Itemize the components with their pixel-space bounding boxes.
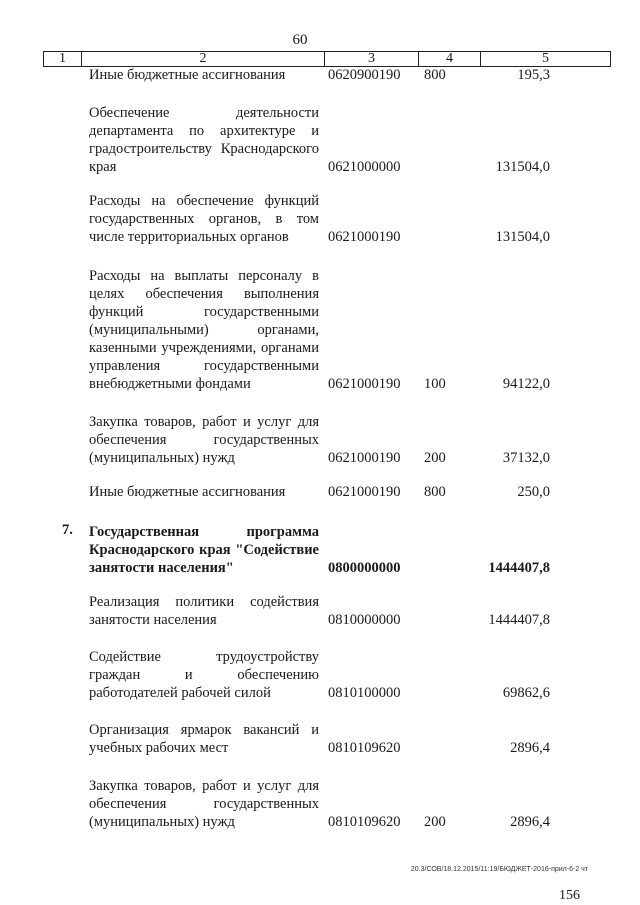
row-amount: 131504,0 (495, 159, 550, 175)
header-col-5: 5 (542, 51, 549, 66)
row-name: Государственная программа Краснодарского края "Содействие занятости населения" (89, 524, 319, 576)
row-amount: 131504,0 (495, 229, 550, 245)
row-name: Содействие трудоустройству граждан и обеспечению работодателей рабочей силой (89, 649, 319, 701)
row-amount: 37132,0 (502, 450, 550, 466)
row-amount: 1444407,8 (488, 612, 550, 628)
row-name: Реализация политики содействия занятости населения (89, 594, 319, 628)
table-row (0, 521, 640, 577)
row-code: 0621000190 (328, 229, 401, 245)
row-amount: 1444407,8 (488, 560, 550, 576)
row-amount: 2896,4 (510, 814, 550, 830)
row-name: Закупка товаров, работ и услуг для обеспечения государственных (муниципальных) нужд (89, 778, 319, 830)
table-row (0, 192, 640, 246)
row-amount: 2896,4 (510, 740, 550, 756)
table-row (0, 648, 640, 702)
row-type: 800 (424, 67, 446, 83)
row-code: 0621000190 (328, 450, 401, 466)
row-code: 0621000190 (328, 484, 401, 500)
table-row (0, 66, 640, 84)
table-row (0, 777, 640, 831)
row-code: 0810109620 (328, 814, 401, 830)
header-col-4: 4 (419, 52, 481, 66)
table-row (0, 593, 640, 629)
row-name: Расходы на выплаты персоналу в целях обеспечения выполнения функций государственными (муниципальными) органами, казенными учреждениями, органами управления государственными внебюджетными фондами (89, 268, 319, 392)
row-number: 7. (62, 522, 73, 538)
row-type: 100 (424, 376, 446, 392)
row-type: 800 (424, 484, 446, 500)
row-name: Обеспечение деятельности департамента по архитектуре и градостроительству Краснодарского края (89, 105, 319, 175)
table-row (0, 267, 640, 393)
bottom-page-number: 156 (559, 888, 580, 903)
table-row (0, 721, 640, 757)
table-header (43, 51, 611, 67)
footer-code: 20.3/СОВ/18.12.2015/11:19/БЮДЖЕТ-2016-прил-6-2 чт (410, 866, 588, 873)
header-col-3: 3 (325, 52, 419, 66)
row-name: Закупка товаров, работ и услуг для обеспечения государственных (муниципальных) нужд (89, 414, 319, 466)
row-code: 0810100000 (328, 685, 401, 701)
row-type: 200 (424, 450, 446, 466)
row-name: Иные бюджетные ассигнования (89, 484, 286, 500)
row-code: 0621000190 (328, 376, 401, 392)
row-type: 200 (424, 814, 446, 830)
row-amount: 69862,6 (502, 685, 550, 701)
table-row (0, 413, 640, 467)
row-code: 0621000000 (328, 159, 401, 175)
row-code: 0810109620 (328, 740, 401, 756)
row-name: Расходы на обеспечение функций государственных органов, в том числе территориальных органов (89, 193, 319, 245)
row-code: 0810000000 (328, 612, 401, 628)
header-col-1: 1 (44, 52, 82, 66)
page-number: 60 (292, 32, 308, 48)
row-name: Организация ярмарок вакансий и учебных рабочих мест (89, 722, 319, 756)
table-row (0, 104, 640, 176)
row-name: Иные бюджетные ассигнования (89, 67, 286, 83)
header-col-2: 2 (82, 52, 325, 66)
row-code: 0800000000 (328, 560, 401, 576)
row-amount: 94122,0 (502, 376, 550, 392)
row-code: 0620900190 (328, 67, 401, 83)
row-amount: 195,3 (517, 67, 550, 83)
row-amount: 250,0 (517, 484, 550, 500)
table-row (0, 483, 640, 501)
